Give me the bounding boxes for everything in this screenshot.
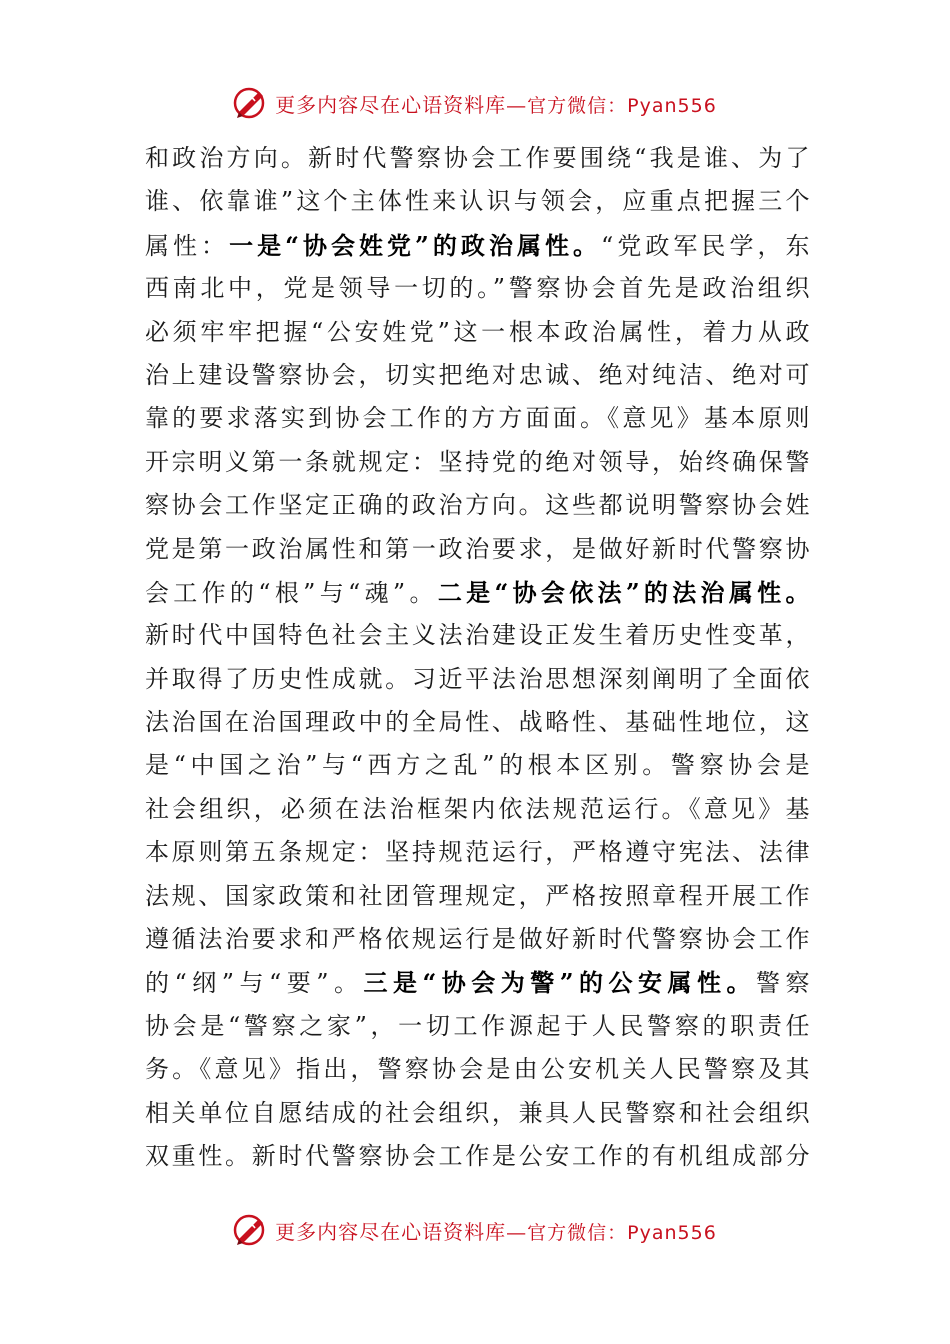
document-body bbox=[145, 137, 810, 1178]
bold-heading-span: 一是“协会姓党”的政治属性。 bbox=[229, 230, 602, 260]
text-span: 遵循法治要求和严格依规运行是做好新时代警察协会工作 bbox=[145, 925, 810, 954]
text-line bbox=[145, 744, 810, 787]
text-line bbox=[145, 224, 810, 267]
banner-title: 更多内容尽在心语资料库 bbox=[275, 92, 507, 117]
text-line bbox=[145, 441, 810, 484]
pen-logo-icon bbox=[233, 1212, 269, 1248]
bold-heading-span: 三是“协会为警”的公安属性。 bbox=[363, 968, 757, 998]
banner-text bbox=[275, 89, 717, 118]
text-span: 相关单位自愿结成的社会组织，兼具人民警察和社会组织 bbox=[145, 1098, 810, 1127]
text-span: 和政治方向。新时代警察协会工作要围绕“我是谁、为了 bbox=[145, 144, 810, 172]
text-span: 本原则第五条规定：坚持规范运行，严格遵守宪法、法律 bbox=[145, 838, 810, 867]
banner-wechat: 官方微信：Pyan556 bbox=[527, 94, 717, 117]
text-line bbox=[145, 658, 810, 701]
text-line bbox=[145, 528, 810, 571]
text-span: “党政军民学，东 bbox=[601, 231, 810, 260]
text-line bbox=[145, 614, 810, 657]
text-line bbox=[145, 1048, 810, 1091]
text-span: 协会是“警察之家”，一切工作源起于人民警察的职责任 bbox=[145, 1011, 810, 1040]
banner-title: 更多内容尽在心语资料库 bbox=[275, 1219, 507, 1244]
banner-separator: — bbox=[506, 92, 528, 117]
text-line bbox=[145, 1135, 810, 1178]
text-span: 双重性。新时代警察协会工作是公安工作的有机组成部分 bbox=[145, 1141, 810, 1170]
text-span: 务。《意见》指出，警察协会是由公安机关人民警察及其 bbox=[145, 1055, 810, 1084]
text-line bbox=[145, 918, 810, 961]
text-line bbox=[145, 831, 810, 874]
text-line bbox=[145, 397, 810, 440]
text-line bbox=[145, 267, 810, 310]
text-span: 是“中国之治”与“西方之乱”的根本区别。警察协会是 bbox=[145, 751, 810, 780]
text-line bbox=[145, 311, 810, 354]
text-span: 开宗明义第一条就规定：坚持党的绝对领导，始终确保警 bbox=[145, 447, 810, 476]
text-span: 党是第一政治属性和第一政治要求，是做好新时代警察协 bbox=[145, 534, 810, 563]
banner-separator: — bbox=[506, 1219, 528, 1244]
text-line bbox=[145, 788, 810, 831]
pen-logo-icon bbox=[233, 85, 269, 121]
text-span: 西南北中，党是领导一切的。”警察协会首先是政治组织 bbox=[145, 274, 810, 303]
text-line bbox=[145, 875, 810, 918]
text-span: 法规、国家政策和社团管理规定，严格按照章程开展工作 bbox=[145, 881, 810, 910]
text-line bbox=[145, 701, 810, 744]
text-span: 必须牢牢把握“公安姓党”这一根本政治属性，着力从政 bbox=[145, 317, 810, 346]
text-line bbox=[145, 1092, 810, 1135]
text-span: 的“纲”与“要”。 bbox=[145, 969, 364, 998]
text-span: 靠的要求落实到协会工作的方方面面。《意见》基本原则 bbox=[145, 404, 810, 433]
text-span: 谁、依靠谁”这个主体性来认识与领会，应重点把握三个 bbox=[145, 187, 810, 216]
text-span: 法治国在治国理政中的全局性、战略性、基础性地位，这 bbox=[145, 708, 810, 737]
banner-text bbox=[275, 1216, 717, 1245]
text-span: 警察 bbox=[756, 969, 811, 998]
banner-wechat: 官方微信：Pyan556 bbox=[527, 1221, 717, 1244]
text-span: 察协会工作坚定正确的政治方向。这些都说明警察协会姓 bbox=[145, 491, 810, 520]
text-line bbox=[145, 1005, 810, 1048]
text-span: 社会组织，必须在法治框架内依法规范运行。《意见》基 bbox=[145, 794, 810, 823]
text-line bbox=[145, 571, 810, 614]
text-line bbox=[145, 354, 810, 397]
header-banner bbox=[0, 83, 950, 123]
text-span: 治上建设警察协会，切实把绝对忠诚、绝对纯洁、绝对可 bbox=[145, 360, 810, 389]
text-line bbox=[145, 180, 810, 223]
footer-banner bbox=[0, 1210, 950, 1250]
text-line bbox=[145, 961, 810, 1004]
text-line bbox=[145, 137, 810, 180]
bold-heading-span: 二是“协会依法”的法治属性。 bbox=[437, 577, 810, 607]
text-line bbox=[145, 484, 810, 527]
text-span: 并取得了历史性成就。习近平法治思想深刻阐明了全面依 bbox=[145, 664, 810, 693]
text-span: 新时代中国特色社会主义法治建设正发生着历史性变革， bbox=[145, 621, 810, 650]
text-span: 会工作的“根”与“魂”。 bbox=[145, 578, 438, 607]
text-span: 属性： bbox=[145, 231, 230, 260]
